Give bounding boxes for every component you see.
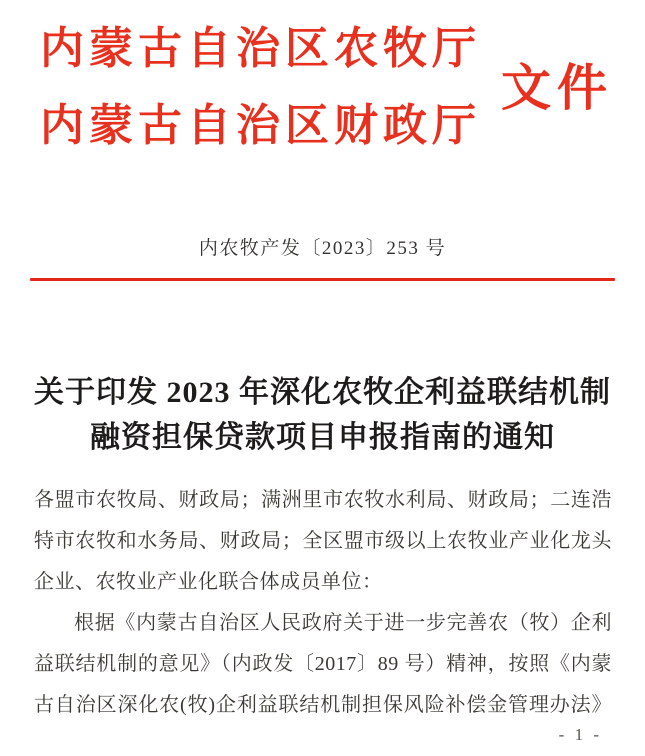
document-body [34,480,612,726]
body-line-4: 根据《内蒙古自治区人民政府关于进一步完善农（牧）企利 [74,612,612,634]
body-line-6: 古自治区深化农(牧)企利益联结机制担保风险补偿金管理办法》 [34,694,612,716]
letterhead-agency-2: 内蒙古自治区财政厅 [40,101,481,150]
red-divider-line [30,278,615,281]
document-title [0,370,645,460]
title-line-1: 关于印发 2023 年深化农牧企利益联结机制 [34,376,611,409]
title-line-2: 融资担保贷款项目申报指南的通知 [90,421,555,454]
body-line-3: 企业、农牧业产业化联合体成员单位： [34,571,383,593]
body-line-5: 益联结机制的意见》（内政发〔2017〕89 号）精神，按照《内蒙 [34,653,612,675]
document-number: 内农牧产发〔2023〕253 号 [198,238,447,259]
letterhead-agency-1: 内蒙古自治区农牧厅 [40,24,481,73]
body-line-2: 特市农牧和水务局、财政局；全区盟市级以上农牧业产业化龙头 [34,530,612,552]
body-line-1: 各盟市农牧局、财政局；满洲里市农牧水利局、财政局；二连浩 [34,489,612,511]
letterhead-doc-word: 文件 [501,60,613,116]
page-number: - 1 - [558,725,602,744]
